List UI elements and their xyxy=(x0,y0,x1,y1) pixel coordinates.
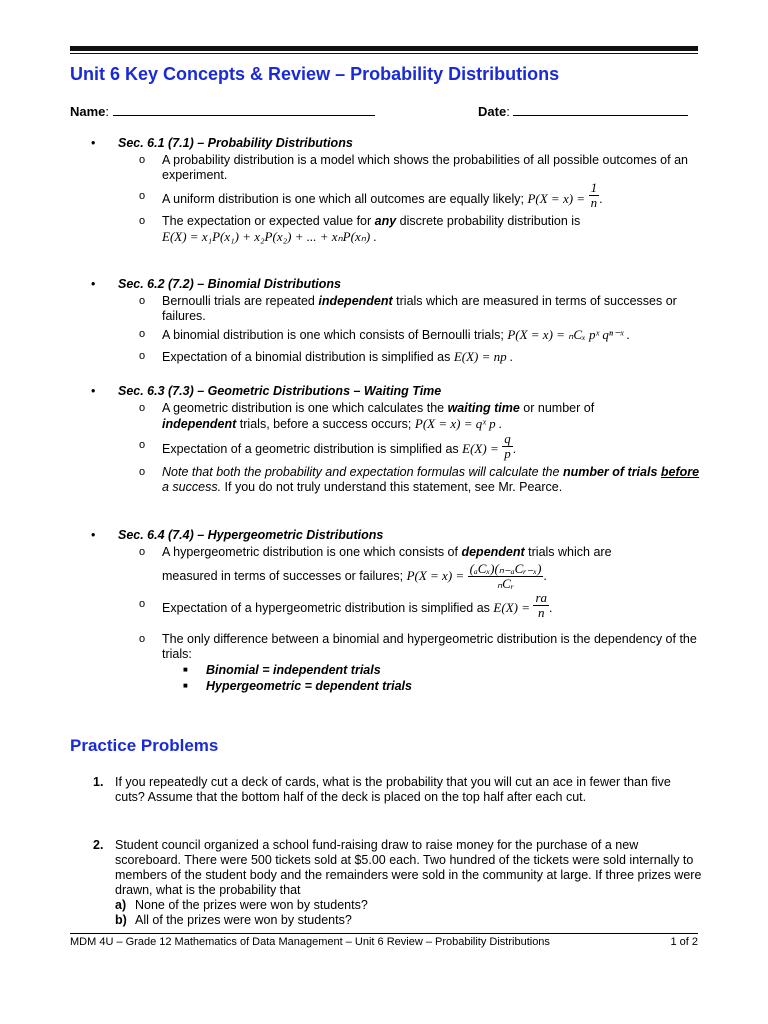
section-6-3: • Sec. 6.3 (7.3) – Geometric Distributions – Waiting Time o A geometric distribution is one which calculates the waiting time or number of independent trials, before a success occurs; P(X = x) = qˣ p . o Expectation of a geometric distribution is simplified as E(X) = $\frac{q}{p}$ . o Note that both the probability and expectation formulas will calculate the number of trials before a success. If you do not truly understand this statement, see Mr. Pearce. xyxy=(91,384,700,494)
frac-denominator: n xyxy=(538,605,545,620)
hypergeometric-formula: P(X = x) = xyxy=(406,567,465,583)
list-item: A probability distribution is a model which shows the probabilities of all possible outcomes of an experiment. xyxy=(162,153,688,182)
part-label: b) xyxy=(115,913,127,927)
frac-denominator: n xyxy=(590,195,598,210)
list-item-text: trials, before a success occurs; xyxy=(239,417,412,431)
problem-text: If you repeatedly cut a deck of cards, what is the probability that you will cut an ace in fewer than five cuts? Assume that the bottom half of the deck is placed on the top half after each cut. xyxy=(115,775,671,804)
section-heading: Sec. 6.1 (7.1) – Probability Distributions xyxy=(118,136,353,150)
frac-numerator: 1 xyxy=(590,180,598,195)
frac-numerator: q xyxy=(504,431,511,446)
list-item: Bernoulli trials are repeated xyxy=(162,294,315,308)
section-6-2: • Sec. 6.2 (7.2) – Binomial Distributions o Bernoulli trials are repeated independent trials which are measured in terms of successes or failures. o A binomial distribution is one which consists of Bernoulli trials; P(X = x) = ₙCₓ pˣ qⁿ⁻ˣ . o Expectation of a binomial distribution is simplified as E(X) = np . xyxy=(91,277,677,364)
binomial-expectation: E(X) = np . xyxy=(453,349,514,364)
uniform-formula: P(X = x) = xyxy=(527,190,586,206)
name-label: Name xyxy=(70,104,106,119)
emphasis: independent xyxy=(318,294,393,308)
list-item-text: If you do not truly understand this statement, see Mr. Pearce. xyxy=(224,480,563,494)
list-item: Expectation of a binomial distribution is simplified as xyxy=(162,350,451,364)
footer-text: MDM 4U – Grade 12 Mathematics of Data Management – Unit 6 Review – Probability Distributions xyxy=(70,936,550,948)
list-item-text: a success. xyxy=(162,480,222,494)
footer xyxy=(70,933,698,948)
problem-number: 1. xyxy=(93,775,104,789)
list-item-text: trials which are measured in terms of successes or failures. xyxy=(162,294,677,323)
page-number: 1 of 2 xyxy=(670,936,698,948)
date-field[interactable] xyxy=(513,103,688,116)
emphasis: independent xyxy=(162,417,237,431)
emphasis: any xyxy=(374,214,397,228)
section-heading: Sec. 6.2 (7.2) – Binomial Distributions xyxy=(118,277,341,291)
list-item-text: or number of xyxy=(523,401,595,415)
section-heading: Sec. 6.3 (7.3) – Geometric Distributions – Waiting Time xyxy=(118,384,442,398)
name-date-row: Name: Date: xyxy=(70,103,698,119)
list-item: The expectation or expected value for xyxy=(162,214,372,228)
list-item: Expectation of a geometric distribution is simplified as xyxy=(162,441,459,456)
section-heading: Sec. 6.4 (7.4) – Hypergeometric Distributions xyxy=(118,528,384,542)
frac-denominator: ₙCᵣ xyxy=(497,576,515,591)
list-item: A geometric distribution is one which calculates the xyxy=(162,401,445,415)
frac-numerator: ra xyxy=(535,590,548,605)
practice-title: Practice Problems xyxy=(70,736,219,755)
sub-item: Binomial = independent trials xyxy=(206,663,381,677)
list-item-text: discrete probability distribution is xyxy=(399,214,581,228)
list-item: Expectation of a hypergeometric distribution is simplified as xyxy=(162,600,490,615)
part-text: None of the prizes were won by students? xyxy=(135,898,368,912)
top-rule-thin xyxy=(70,53,698,54)
sub-item: Hypergeometric = dependent trials xyxy=(206,679,412,693)
geometric-expectation: E(X) = xyxy=(462,440,499,456)
list-item-text: measured in terms of successes or failures; xyxy=(162,568,404,583)
frac-denominator: p xyxy=(504,446,511,461)
problem-text: Student council organized a school fund-raising draw to raise money for the purchase of a new scoreboard. There were 500 tickets sold at $5.00 each. Two hundred of the tickets were sold internally to members of the student body and the remainders were sold in the community at large. If three prizes were drawn, what is the probability that xyxy=(115,838,702,897)
page-title: Unit 6 Key Concepts & Review – Probability Distributions xyxy=(70,64,560,84)
part-label: a) xyxy=(115,898,127,912)
problem-number: 2. xyxy=(93,838,104,852)
list-item: A uniform distribution is one which all outcomes are equally likely; xyxy=(162,191,524,206)
problem-1 xyxy=(93,775,703,805)
section-6-1: • Sec. 6.1 (7.1) – Probability Distributions o A probability distribution is a model which shows the probabilities of all possible outcomes of an experiment. o A uniform distribution is one which all outcomes are equally likely; P(X = x) = $\frac{1}{n}$ . o The expectation or expected value for any discrete probability distribution is E(X) = x₁P(x₁) + x₂P(x₂) + ... + xₙP(xₙ) . xyxy=(91,136,688,244)
emphasis: dependent xyxy=(461,545,525,559)
top-rule xyxy=(70,46,698,51)
problem-2 xyxy=(93,838,703,928)
geometric-formula: P(X = x) = qˣ p . xyxy=(414,416,503,431)
date-label: Date xyxy=(478,104,507,119)
list-item-text: trials which are xyxy=(528,545,612,559)
list-item: A hypergeometric distribution is one which consists of xyxy=(162,545,458,559)
emphasis: waiting time xyxy=(447,401,520,415)
hypergeometric-expectation: E(X) = xyxy=(493,599,530,615)
list-item: A binomial distribution is one which consists of Bernoulli trials; xyxy=(162,328,504,342)
emphasis: number of trials xyxy=(562,465,658,479)
frac-numerator: (ₐCₓ)(ₙ₋ₐCᵣ₋ₓ) xyxy=(469,561,542,576)
list-item: Note that both the probability and expectation formulas will calculate the xyxy=(162,465,560,479)
emphasis: before xyxy=(660,465,700,479)
part-text: All of the prizes were won by students? xyxy=(135,913,352,927)
section-6-4: • Sec. 6.4 (7.4) – Hypergeometric Distributions o A hypergeometric distribution is one which consists of dependent trials which are measured in terms of successes or failures; P(X = x) = $\frac{\text{(ₐCₓ)(ₙ₋ₐCᵣ₋ₓ)}}{\text{ₙCᵣ}}$ . o Expectation of a hypergeometric distribution is simplified as E(X) = $\frac{ra}{n}$ . o The only difference between a binomial and hypergeometric distribution is the dependency of the trials: ■ Binomial = independent trials ■ Hypergeometric = dependent trials xyxy=(91,528,697,693)
binomial-formula: P(X = x) = ₙCₓ pˣ qⁿ⁻ˣ . xyxy=(507,327,631,342)
name-field[interactable] xyxy=(113,103,375,116)
list-item: The only difference between a binomial and hypergeometric distribution is the dependency of the trials: xyxy=(162,632,697,661)
expectation-formula: E(X) = x₁P(x₁) + x₂P(x₂) + ... + xₙP(xₙ) . xyxy=(162,229,377,244)
